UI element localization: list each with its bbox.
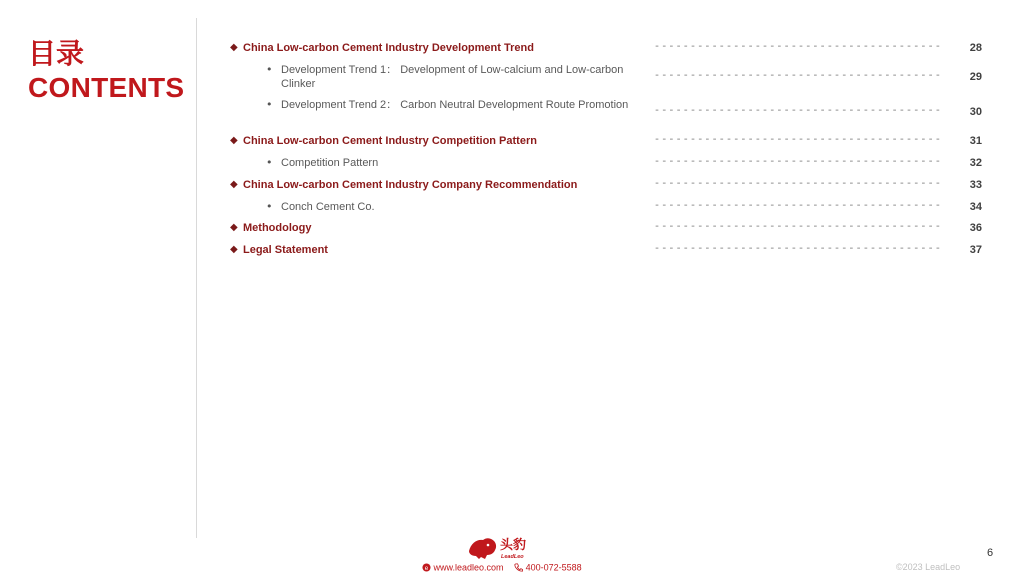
toc-page-number: 34: [969, 201, 982, 213]
diamond-bullet-icon: ◆: [230, 222, 238, 233]
toc-leader-dots: ----------------------------------------: [654, 179, 943, 190]
toc-leader-dots: ----------------------------------------: [654, 135, 943, 146]
website-link[interactable]: www.leadleo.com: [433, 562, 504, 573]
dot-bullet-icon: •: [266, 98, 273, 111]
toc-leader-dots: ----------------------------------------: [654, 106, 943, 117]
logo-en-text: LeadLeo: [501, 554, 524, 560]
diamond-bullet-icon: ◆: [230, 179, 238, 190]
toc-entry-title: Conch Cement Co.: [281, 201, 375, 213]
toc-entry-title: Competition Pattern: [281, 157, 379, 169]
toc-page-number: 28: [969, 42, 982, 54]
footer-contact: [422, 561, 582, 574]
toc-entry-title: Development Trend 2： Carbon Neutral Development Route Promotion: [281, 99, 629, 111]
toc-page-number: 37: [969, 244, 982, 256]
page-title-cn: 目录: [28, 38, 85, 69]
dot-bullet-icon: •: [266, 63, 273, 76]
logo-cn-text: 头豹: [500, 538, 527, 553]
dot-bullet-icon: •: [266, 200, 273, 213]
phone-number: 400-072-5588: [525, 562, 582, 573]
toc-leader-dots: ----------------------------------------: [654, 42, 943, 53]
toc-leader-dots: ----------------------------------------: [654, 222, 943, 233]
diamond-bullet-icon: ◆: [230, 244, 238, 255]
copyright-text: ©2023 LeadLeo: [896, 562, 961, 572]
toc-page-number: 29: [969, 71, 982, 83]
toc-entry-title: Methodology: [243, 222, 312, 234]
toc-page-number: 33: [969, 179, 982, 191]
toc-page-number: 31: [969, 135, 982, 147]
web-icon: [422, 563, 431, 572]
toc-leader-dots: ----------------------------------------: [654, 71, 943, 82]
toc-entry-title: China Low-carbon Cement Industry Company Recommendation: [243, 179, 578, 191]
diamond-bullet-icon: ◆: [230, 42, 238, 53]
page-number: 6: [987, 547, 994, 559]
toc-leader-dots: ----------------------------------------: [654, 244, 943, 255]
toc-entry-title: Legal Statement: [243, 244, 328, 256]
phone-icon: [514, 563, 523, 572]
toc-leader-dots: ----------------------------------------: [654, 157, 943, 168]
toc-leader-dots: ----------------------------------------: [654, 201, 943, 212]
svg-text:e: e: [424, 564, 429, 572]
toc-entry-title: China Low-carbon Cement Industry Development Trend: [243, 42, 534, 54]
page-title-en: CONTENTS: [28, 72, 185, 103]
dot-bullet-icon: •: [266, 156, 273, 169]
leopard-logo-icon: [467, 533, 533, 561]
diamond-bullet-icon: ◆: [230, 135, 238, 146]
toc-page-number: 30: [969, 106, 982, 118]
toc-page-number: 36: [969, 222, 982, 234]
toc-page-number: 32: [969, 157, 982, 169]
toc-entry-title: Development Trend 1： Development of Low-calcium and Low-carbon Clinker: [281, 64, 624, 90]
toc-entry-title: China Low-carbon Cement Industry Competition Pattern: [243, 135, 537, 147]
